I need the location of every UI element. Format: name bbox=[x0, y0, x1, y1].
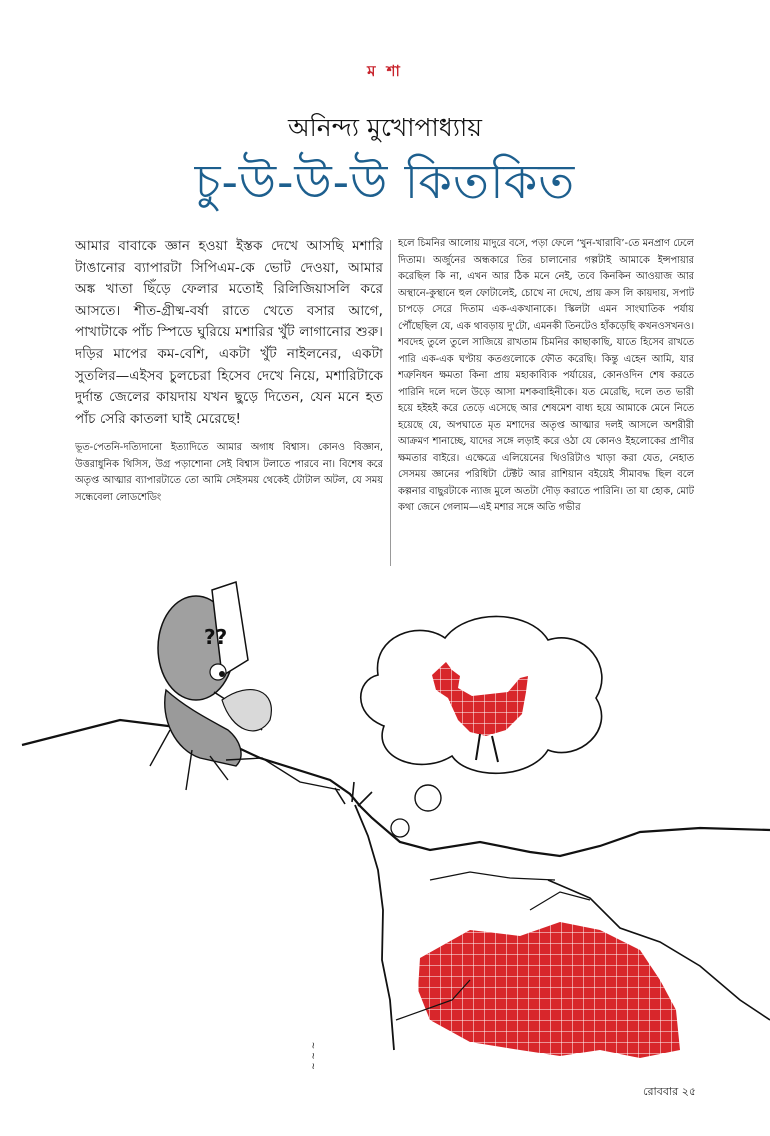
question-marks: ?? bbox=[204, 625, 228, 649]
lede-paragraph: আমার বাবাকে জ্ঞান হওয়া ইস্তক দেখে আসছি মশারি টাঙানোর ব্যাপারটা সিপিএম-কে ভোট দেওয়া, আমার অঙ্ক খাতা ছিঁড়ে ফেলার মতোই রিলিজিয়াসলি করে আসতে। শীত-গ্রীষ্ম-বর্ষা রাতে খেতে বসার আগে, পাখাটাকে পাঁচ স্পিডে ঘুরিয়ে মশারির খুঁট লাগানোর শুরু। দড়ির মাপের কম-বেশি, একটা খুঁট নাইলনের, একটা সুতলির—এইসব চুলচেরা হিসেব দেখে নিয়ে, মশারিটাকে দুর্দান্ত জেলের কায়দায় যখন ছুড়ে দিতেন, যেন মনে হত পাঁচ সেরি কাতলা ঘাই মেরেছে! bbox=[75, 238, 383, 427]
mosquito-wing bbox=[222, 690, 271, 731]
article-title: চু-উ-উ-উ কিতকিত bbox=[194, 154, 576, 210]
right-column bbox=[398, 236, 694, 568]
mosquito-illustration bbox=[0, 580, 770, 1120]
cliff-line bbox=[355, 805, 394, 1050]
right-body-paragraph: হলে চিমনির আলোয় মাদুরে বসে, পড়া ফেলে ‘খুন-খারাবি’-তে মনপ্রাণ ঢেলে দিতাম। অর্জুনের অন্ধকারে তির চালানোর গল্পটাই আমাকে ইন্সপায়ার করেছিল কি না, এখন আর ঠিক মনে নেই, তবে কিনকিন আওয়াজ আর অস্থানে-কুস্থানে হুল ফোটালেই, চোখে না দেখে, প্রায় ক্রস লি কায়দায়, সপাট চাপড়ে সেরে দিতাম এক-একখানাকে। স্কিলটা এমন সাংঘাতিক পর্যায় পৌঁছেছিল যে, এক থাবড়ায় দু'টো, এমনকী তিনটেও হাঁকড়েছি কখনওসখনও। শবদেহ তুলে তুলে সাজিয়ে রাখতাম চিমনির কাছাকাছি, যাতে হিসেব রাখতে পারি এক-এক ঘণ্টায় কতগুলোকে ফৌত করেছি। কিন্তু এহেন আমি, যার শত্রুনিধন ক্ষমতা কিনা প্রায় মহাকাব্যিক পর্যায়ের, কোনওদিন শেষ করতে পারিনি দলে দলে উড়ে আসা মশকবাহিনীকে। যত মেরেছি, দলে তত ভারী হয়ে হইহই করে তেড়ে এসেছে আর শেষমেশ বাধ্য হয়ে আমাকে মেনে নিতে হয়েছে যে, অপঘাতে মৃত মশাদের অতৃপ্ত আত্মার দলই আসলে অশরীরী আক্রমণ শানাচ্ছে, যাদের সঙ্গে লড়াই করে ওঠা যে কোনও ইহলোকের প্রাণীর ক্ষমতার বাইরে। এক্ষেত্রে এলিয়েনের থিওরিটাও খাড়া করা যেত, নেহাত সেসময় জ্ঞানের পরিধিটা টেক্টট আর রাশিয়ান বইয়েই সীমাবদ্ধ ছিল বলে কল্পনার বাছুরটাকে ন্যাজ মুলে অতটা দৌড় করাতে পারিনি। তা যা হোক, মোট কথা জেনে গেলাম—এই মশার সঙ্গে অতি গভীর bbox=[398, 238, 694, 513]
thought-bubble bbox=[361, 616, 602, 773]
column-divider bbox=[390, 240, 391, 566]
red-blanket bbox=[418, 922, 680, 1058]
page-footer: রোববার ২৫ bbox=[643, 1085, 696, 1098]
thought-puff bbox=[415, 785, 441, 811]
artist-signature: ~ ~ ~ bbox=[309, 1041, 319, 1070]
section-label: ম শা bbox=[367, 62, 403, 80]
left-column bbox=[75, 236, 383, 568]
author-byline: অনিন্দ্য মুখোপাধ্যায় bbox=[287, 113, 483, 142]
left-body-paragraph: ভূত-পেতনি-দত্যিদানো ইত্যাদিতে আমার অগাধ বিশ্বাস। কোনও বিজ্ঞান, উত্তরাধুনিক থিসিস, উগ্র পড়াশোনা সেই বিশ্বাস টলাতে পারবে না। বিশেষ করে অতৃপ্ত আত্মার ব্যাপারটাতে তো আমি সেইসময় থেকেই টোটাল অটল, যে সময় সন্ধেবেলা লোডশেডিং bbox=[75, 442, 383, 503]
